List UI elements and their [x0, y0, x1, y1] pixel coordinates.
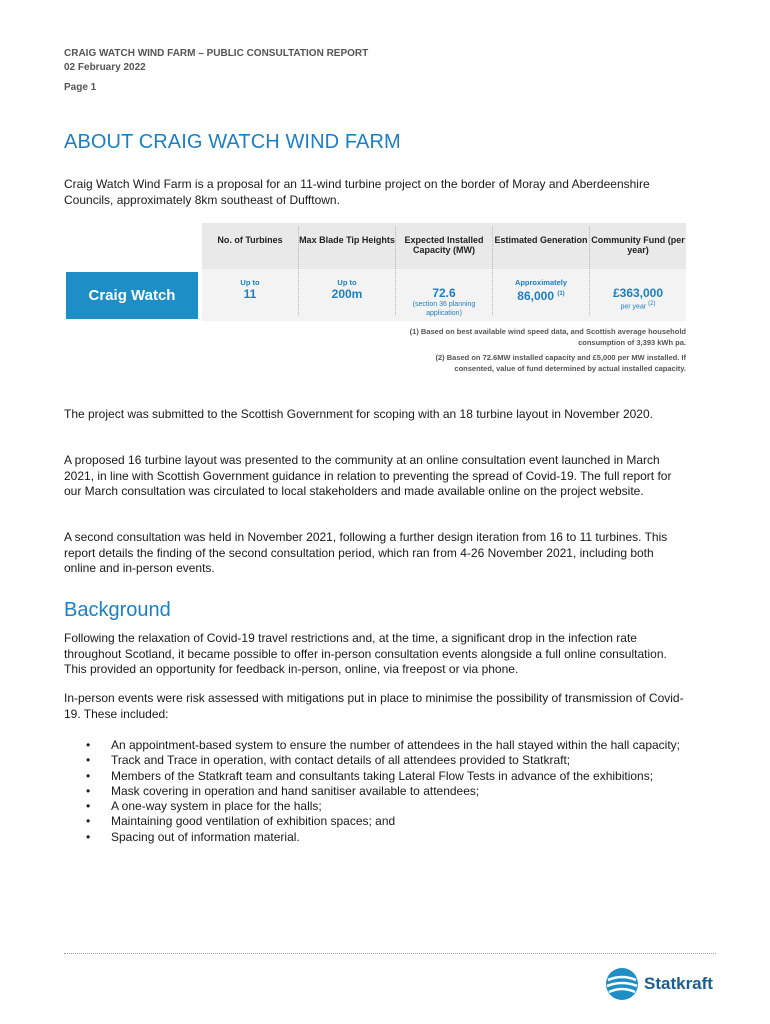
paragraph-second-consultation: A second consultation was held in November 2021, following a further design iteration from 16 to 11 turbines. This report details the finding of the second consultation period, which ran from 4-26 November 2021, including both online and in-person events. — [64, 530, 668, 575]
statkraft-wave-icon — [604, 966, 640, 1002]
stat-header: No. of Turbines — [217, 235, 283, 245]
stat-community-fund — [590, 223, 686, 311]
footnote-1: (1) Based on best available wind speed data, and Scottish average household consumption of 3,393 kWh pa. — [409, 327, 686, 347]
project-name-cell: Craig Watch — [66, 272, 198, 319]
intro-paragraph: Craig Watch Wind Farm is a proposal for an 11-wind turbine project on the border of Moray and Aberdeenshire Councils, approximately 8km southeast of Dufftown. — [64, 177, 650, 207]
paragraph-risk-assessment: In-person events were risk assessed with mitigations put in place to minimise the possibility of transmission of Covid-19. These included: — [64, 691, 684, 721]
stat-header: Estimated Generation — [494, 235, 588, 245]
stat-subtext-label: per year — [620, 303, 647, 311]
paragraph-scoping: The project was submitted to the Scottish Government for scoping with an 18 turbine layout in November 2020. — [64, 407, 653, 421]
statkraft-logo — [604, 966, 724, 1002]
section-heading-background: Background — [64, 599, 171, 621]
stats-footnotes — [406, 326, 686, 378]
stat-value: 11 — [243, 287, 257, 301]
page-title: ABOUT CRAIG WATCH WIND FARM — [64, 131, 401, 153]
stat-generation — [493, 223, 589, 303]
footnote-2: (2) Based on 72.6MW installed capacity and £5,000 per MW installed. If consented, value of fund determined by actual installed capacity. — [435, 353, 686, 373]
list-item: • Members of the Statkraft team and consultants taking Lateral Flow Tests in advance of the exhibitions; — [86, 769, 686, 784]
stat-value: 200m — [331, 287, 363, 301]
mitigation-list — [86, 738, 686, 845]
page-number: Page 1 — [64, 82, 97, 93]
list-item: • Mask covering in operation and hand sanitiser available to attendees; — [86, 784, 686, 799]
stat-value: 72.6 — [432, 286, 456, 300]
footnote-marker: (1) — [557, 291, 565, 297]
report-header — [64, 47, 368, 75]
paragraph-background: Following the relaxation of Covid-19 travel restrictions and, at the time, a significant drop in the infection rate throughout Scotland, it became possible to offer in-person consultation events alongside a full online consultation. This provided an opportunity for feedback in-person, online, via freepost or via phone. — [64, 631, 667, 676]
list-item: • Maintaining good ventilation of exhibition spaces; and — [86, 814, 686, 829]
footer-divider — [64, 953, 716, 954]
stat-value-number: 86,000 — [517, 289, 554, 303]
paragraph-first-consultation: A proposed 16 turbine layout was presented to the community at an online consultation event launched in March 2021, in line with Scottish Government guidance in relation to preventing the spread of Covid-19. The full report for our March consultation was circulated to local stakeholders and made available online on the project website. — [64, 453, 672, 498]
stat-value: £363,000 — [612, 286, 664, 300]
stat-value — [493, 287, 589, 303]
stat-tip-height — [299, 223, 395, 301]
report-date: 02 February 2022 — [64, 62, 146, 73]
list-item: • A one-way system in place for the halls; — [86, 799, 686, 814]
stat-subtext — [590, 300, 686, 311]
logo-wordmark: Statkraft — [644, 974, 713, 993]
stat-label: Approximately — [514, 278, 568, 287]
stat-label: Up to — [240, 278, 260, 287]
footnote-marker: (2) — [648, 301, 656, 307]
stat-subtext: (section 36 planning application) — [412, 301, 476, 317]
stat-capacity — [396, 223, 492, 318]
list-item: • Spacing out of information material. — [86, 830, 686, 845]
stat-label: Up to — [337, 278, 357, 287]
project-stats-table — [66, 223, 686, 383]
list-item: • Track and Trace in operation, with contact details of all attendees provided to Statkraft; — [86, 753, 686, 768]
report-title-line: CRAIG WATCH WIND FARM – PUBLIC CONSULTATION REPORT — [64, 48, 369, 59]
stat-header: Expected Installed Capacity (MW) — [404, 235, 484, 255]
stat-turbines — [202, 223, 298, 301]
stat-header: Max Blade Tip Heights — [299, 235, 395, 245]
list-item: • An appointment-based system to ensure the number of attendees in the hall stayed within the hall capacity; — [86, 738, 686, 753]
stat-header: Community Fund (per year) — [591, 235, 685, 255]
